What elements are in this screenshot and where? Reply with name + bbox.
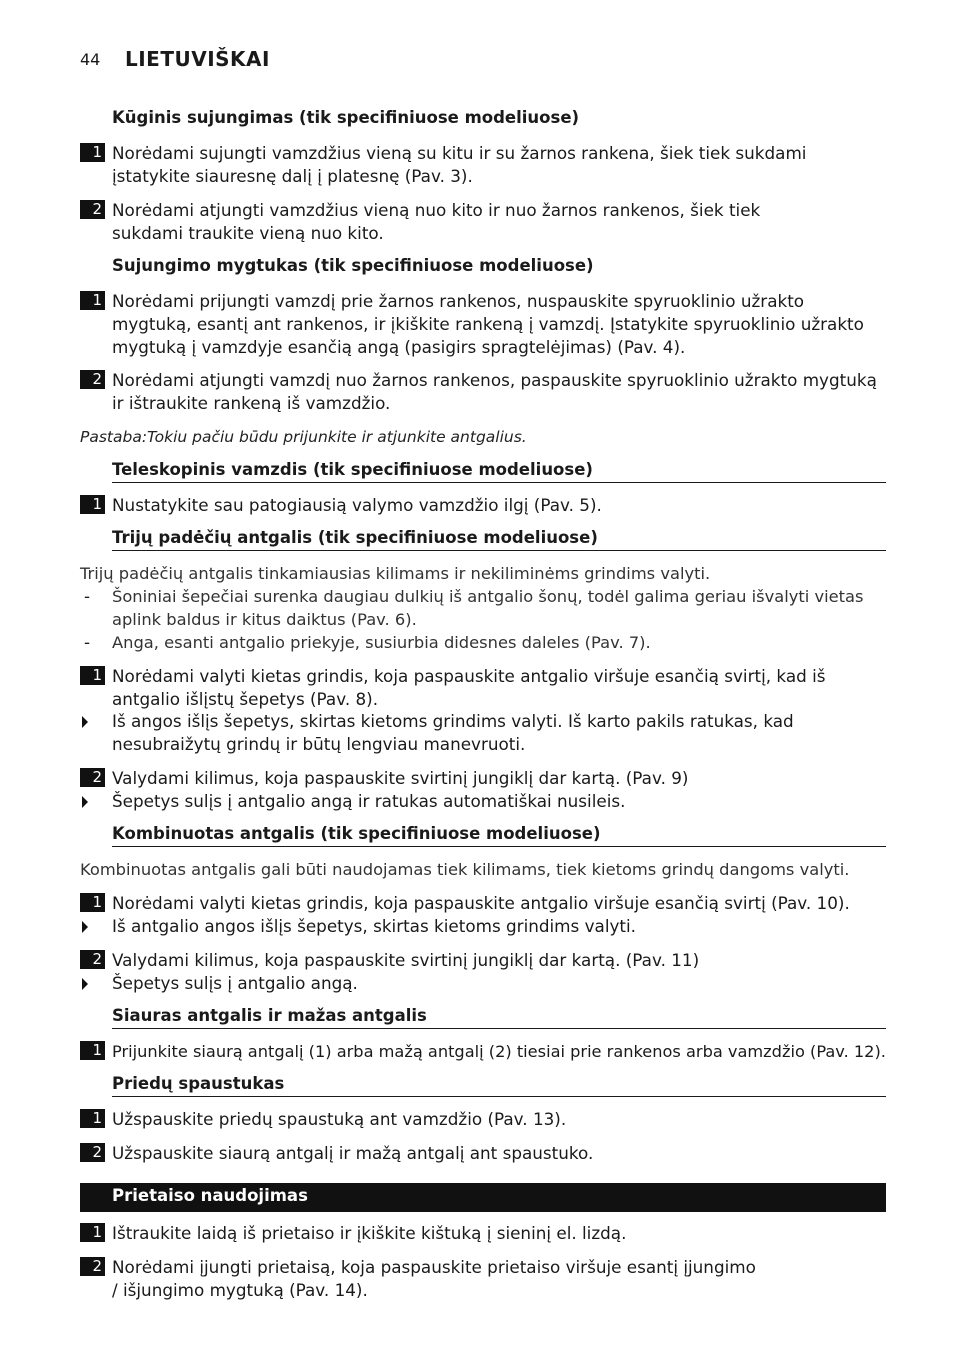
step-item xyxy=(80,142,886,188)
step-number-badge: 1 xyxy=(80,1109,105,1128)
dash-text: Šoniniai šepečiai surenka daugiau dulkių iš antgalio šonų, todėl galima geriau išvalyti vietas aplink baldus ir kitus daiktus (Pav. 6). xyxy=(112,587,864,629)
step-text: Valydami kilimus, koja paspauskite svirtinį jungiklį dar kartą. (Pav. 9) xyxy=(112,768,689,788)
step-text: Norėdami valyti kietas grindis, koja paspauskite antgalio viršuje esančią svirtį (Pav. 10). xyxy=(112,893,850,913)
step-number-badge: 2 xyxy=(80,1143,105,1162)
dash-item xyxy=(80,631,886,654)
section-heading-usage: Prietaiso naudojimas xyxy=(80,1183,886,1212)
language-title: LIETUVIŠKAI xyxy=(125,47,270,71)
step-item xyxy=(80,1108,886,1131)
step-item xyxy=(80,199,886,245)
step-item xyxy=(80,1142,886,1165)
result-arrow-icon xyxy=(82,921,88,933)
dash-marker: - xyxy=(84,586,91,606)
result-item xyxy=(80,915,886,938)
step-item xyxy=(80,665,886,711)
step-text: Valydami kilimus, koja paspauskite svirtinį jungiklį dar kartą. (Pav. 11) xyxy=(112,950,700,970)
result-item xyxy=(80,710,886,756)
step-item xyxy=(80,369,886,415)
step-text: Norėdami atjungti vamzdžius vieną nuo kito ir nuo žarnos rankenos, šiek tiek sukdami traukite vieną nuo kito. xyxy=(112,200,761,243)
step-text: Ištraukite laidą iš prietaiso ir įkiškite kištuką į sieninį el. lizdą. xyxy=(112,1223,627,1243)
step-number-badge: 1 xyxy=(80,143,105,162)
step-text: Užspauskite priedų spaustuką ant vamzdžio (Pav. 13). xyxy=(112,1109,567,1129)
step-number-badge: 1 xyxy=(80,893,105,912)
intro-text: Kombinuotas antgalis gali būti naudojamas tiek kilimams, tiek kietoms grindų dangoms valyti. xyxy=(80,860,850,879)
step-item xyxy=(80,1222,886,1245)
step-number-badge: 2 xyxy=(80,200,105,219)
step-number-badge: 1 xyxy=(80,666,105,685)
step-number-badge: 1 xyxy=(80,1223,105,1242)
result-text: Iš angos išlįs šepetys, skirtas kietoms grindims valyti. Iš karto pakils ratukas, kad nesubraižytų grindų ir būtų lengviau manevruoti. xyxy=(112,711,794,754)
result-text: Iš antgalio angos išlįs šepetys, skirtas kietoms grindims valyti. xyxy=(112,916,636,936)
step-number-badge: 2 xyxy=(80,370,105,389)
result-text: Šepetys sulįs į antgalio angą. xyxy=(112,973,358,993)
result-item xyxy=(80,790,886,813)
result-arrow-icon xyxy=(82,796,88,808)
step-text: Norėdami atjungti vamzdį nuo žarnos rankenos, paspauskite spyruoklinio užrakto mygtuką ir ištraukite rankeną iš vamzdžio. xyxy=(112,370,877,413)
step-item xyxy=(80,494,886,517)
dash-marker: - xyxy=(84,632,91,652)
section-heading-combined: Kombinuotas antgalis (tik specifiniuose modeliuose) xyxy=(112,824,886,847)
step-text: Norėdami prijungti vamzdį prie žarnos rankenos, nuspauskite spyruoklinio užrakto mygtuką, esantį ant rankenos, ir įkiškite rankeną į vamzdį. Įstatykite spyruoklinio užrakto mygtuką į vamzdyje esančią angą (pasigirs spragtelėjimas) (Pav. 4). xyxy=(112,291,864,357)
step-number-badge: 2 xyxy=(80,768,105,787)
result-item xyxy=(80,972,886,995)
dash-text: Anga, esanti antgalio priekyje, susiurbia didesnes daleles (Pav. 7). xyxy=(112,633,651,652)
step-text: Norėdami valyti kietas grindis, koja paspauskite antgalio viršuje esančią svirtį, kad iš antgalio išlįstų šepetys (Pav. 8). xyxy=(112,666,826,709)
step-item xyxy=(80,892,886,915)
step-item xyxy=(80,290,886,359)
step-item xyxy=(80,1256,886,1302)
step-text: Norėdami įjungti prietaisą, koja paspauskite prietaiso viršuje esantį įjungimo / išjungimo mygtuką (Pav. 14). xyxy=(112,1257,756,1300)
dash-item xyxy=(80,585,886,631)
step-number-badge: 1 xyxy=(80,1041,105,1060)
step-text: Nustatykite sau patogiausią valymo vamzdžio ilgį (Pav. 5). xyxy=(112,495,602,515)
step-number-badge: 2 xyxy=(80,1257,105,1276)
step-text: Norėdami sujungti vamzdžius vieną su kitu ir su žarnos rankena, šiek tiek sukdami įstatykite siauresnę dalį į platesnę (Pav. 3). xyxy=(112,143,807,186)
section-heading-narrow: Siauras antgalis ir mažas antgalis xyxy=(112,1006,886,1029)
section-heading-clip: Priedų spaustukas xyxy=(112,1074,886,1097)
section-heading-button: Sujungimo mygtukas (tik specifiniuose modeliuose) xyxy=(112,256,594,275)
step-text: Užspauskite siaurą antgalį ir mažą antgalį ant spaustuko. xyxy=(112,1143,594,1163)
section-heading-conical: Kūginis sujungimas (tik specifiniuose modeliuose) xyxy=(112,108,580,127)
step-item xyxy=(80,949,886,972)
step-text: Prijunkite siaurą antgalį (1) arba mažą antgalį (2) tiesiai prie rankenos arba vamzdžio (Pav. 12). xyxy=(112,1042,886,1061)
section-heading-three-position: Trijų padėčių antgalis (tik specifiniuose modeliuose) xyxy=(112,528,886,551)
page-number: 44 xyxy=(80,50,101,69)
result-arrow-icon xyxy=(82,978,88,990)
note-text: Pastaba:Tokiu pačiu būdu prijunkite ir atjunkite antgalius. xyxy=(80,428,527,446)
step-item xyxy=(80,767,886,790)
section-heading-telescopic: Teleskopinis vamzdis (tik specifiniuose modeliuose) xyxy=(112,460,886,483)
intro-text: Trijų padėčių antgalis tinkamiausias kilimams ir nekiliminėms grindims valyti. xyxy=(80,564,711,583)
step-item xyxy=(80,1040,886,1063)
step-number-badge: 1 xyxy=(80,495,105,514)
step-number-badge: 2 xyxy=(80,950,105,969)
step-number-badge: 1 xyxy=(80,291,105,310)
result-arrow-icon xyxy=(82,716,88,728)
result-text: Šepetys sulįs į antgalio angą ir ratukas automatiškai nusileis. xyxy=(112,791,626,811)
